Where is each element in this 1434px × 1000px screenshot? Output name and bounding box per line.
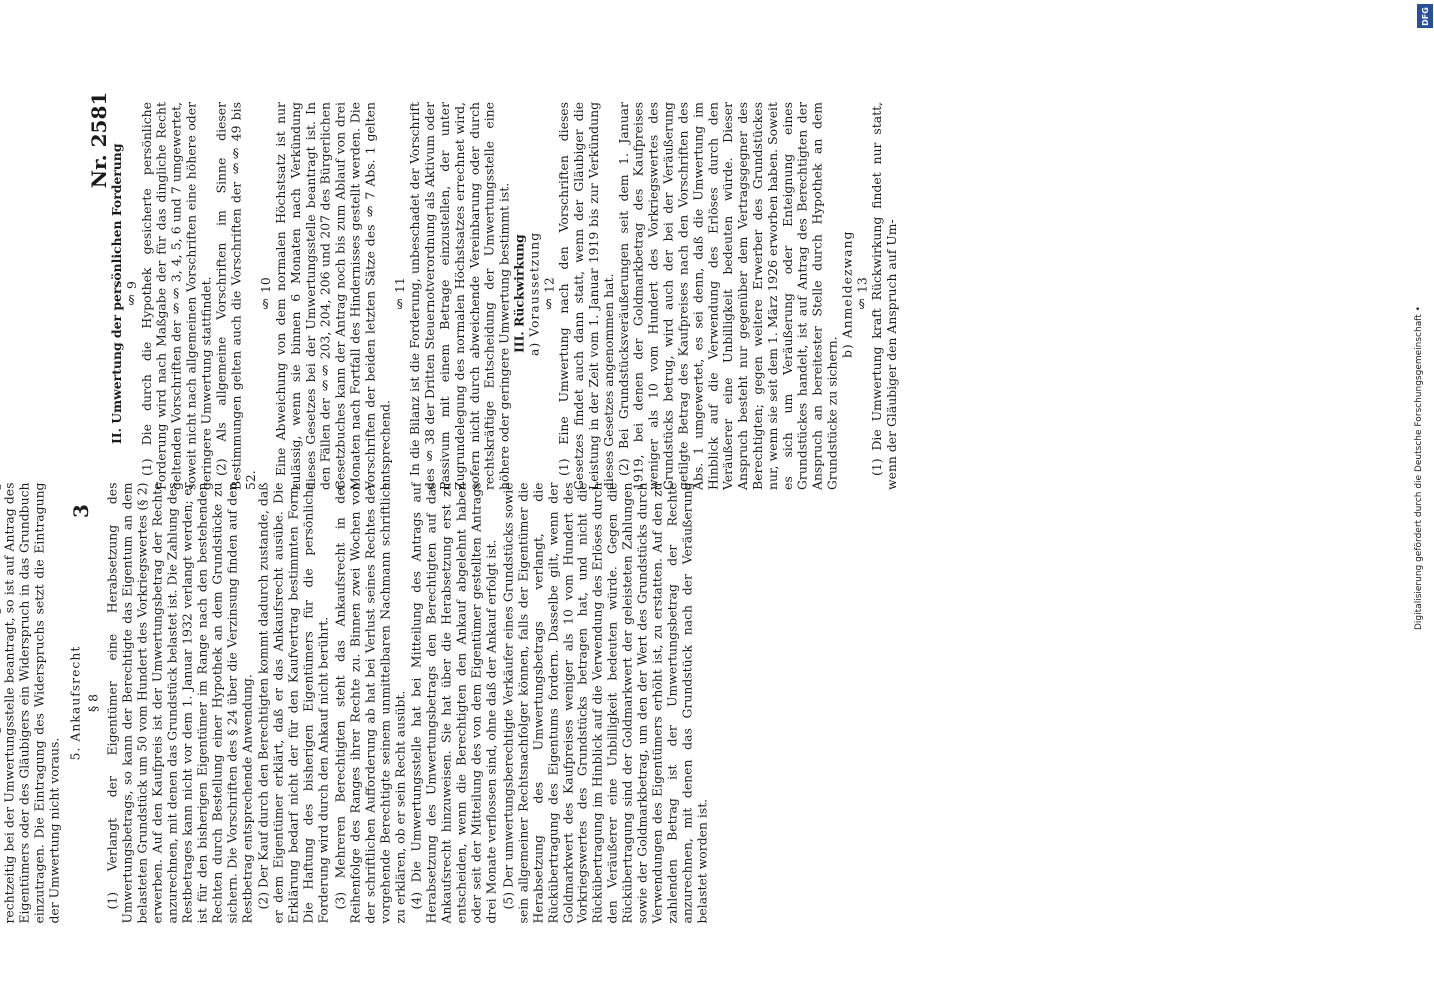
- paragraph-13-1: (1) Die Umwertung kraft Rückwirkung findet nur statt, wenn der Gläubiger den Anspruch auf Um-: [869, 102, 900, 490]
- paragraph-8-2: (2) Der Kauf durch den Berechtigten kommt dadurch zustande, daß er dem Eigentümer erklärt, daß er das Ankaufsrecht ausübe. Die Erklärung bedarf nicht der für den Kaufvertrag bestimmten Form. Die Haftung des bisherigen Eigentümers für die persönliche Forderung wird durch den Ankauf nicht berührt.: [255, 482, 331, 924]
- paragraph-11: In die Bilanz ist die Forderung, unbeschadet der Vorschrift des § 38 der Dritten Steuernotverordnung als Aktivum oder Passivum mit einem Betrage einzustellen, der unter Zugrundelegung des normalen Höchstsatzes errechnet wird, sofern nicht durch abweichende Vereinbarung oder durch rechtskräftige Entscheidung der Umwertungsstelle eine höhere oder geringere Umwertung bestimmt ist.: [407, 102, 512, 490]
- dfg-logo-icon: DFG: [1417, 4, 1433, 28]
- paragraph-8-1: (1) Verlangt der Eigentümer eine Herabsetzung des Umwertungsbetrags, so kann der Berechtigte das Eigentum an dem belasteten Grundstück um 50 vom Hundert des Vorkriegswertes (§ 2) erwerben. Auf den Kaufpreis ist der Umwertungsbetrag der Rechte anzurechnen, mit denen das Grundstück belastet ist. Die Zahlung des Restbetrages kann nicht vor dem 1. Januar 1932 verlangt werden; er ist für den bisherigen Eigentümer im Range nach den bestehenden Rechten durch Bestellung einer Hypothek an dem Grundstücke zu sichern. Die Vorschriften des § 24 über die Verzinsung finden auf den Restbetrag entsprechende Anwendung.: [104, 482, 254, 924]
- paragraph-8-5: (5) Der umwertungsberechtigte Verkäufer eines Grundstücks sowie sein allgemeiner Rechtsnachfolger können, falls der Eigentümer die Herabsetzung des Umwertungsbetrags verlangt, die Rückübertragung des Eigentums fordern. Dasselbe gilt, wenn der Goldmarkwert des Kaufpreises weniger als 10 vom Hundert des Vorkriegswertes des Grundstücks betragen hat, und nicht die Rückübertragung im Hinblick auf die Verwendung des Erlöses durch den Veräußerer eine Unbilligkeit bedeuten würde. Gegen die Rückübertragung sind der Goldmarkwert der geleisteten Zahlungen sowie der Goldmarkbetrag, um den der Wert des Grundstücks durch Verwendungen des Eigentümers erhöht ist, zu erstatten. Auf den zu zahlenden Betrag ist der Umwertungsbetrag der Rechte anzurechnen, mit denen das Grundstück nach der Veräußerung belastet worden ist.: [500, 482, 710, 924]
- paragraph-number-13: § 13: [854, 277, 870, 313]
- paragraph-9-2: (2) Als allgemeine Vorschriften im Sinne dieser Bestimmungen gelten auch die Vorschriften der §§ 49 bis 52.: [213, 102, 259, 490]
- dfg-notice: Digitalisierung gefördert durch die Deutsche Forschungsgemeinschaft •: [1414, 306, 1424, 630]
- paragraph-12-2: (2) Bei Grundstücksveräußerungen seit dem 1. Januar 1919, bei denen der Goldmarkbetrag des Kaufpreises weniger als 10 vom Hundert des Vorkriegswertes des Grundstücks betrug, wird auch der bei der Veräußerung getilgte Betrag des Kaufpreises nach den Vorschriften des Abs. 1 umgewertet, es sei denn, daß die Umwertung im Hinblick auf die Verwendung des Erlöses durch den Veräußerer eine Unbilligkeit bedeuten würde. Dieser Anspruch besteht nur gegenüber dem Vertragsgegner des Berechtigten; gegen weitere Erwerber des Grundstückes nur, wenn sie seit dem 1. März 1926 erworben haben. Soweit es sich um Veräußerung oder Enteignung eines Grundstückes handelt, ist auf Antrag des Berechtigten der Anspruch an bereitester Stelle durch Hypothek an dem Grundstücke zu sichern.: [615, 102, 840, 490]
- paragraph-12-1: (1) Eine Umwertung nach den Vorschriften dieses Gesetzes findet auch dann statt, wenn der Gläubiger die Leistung in der Zeit vom 1. Januar 1919 bis zur Verkündung dieses Gesetzes angenommen hat.: [556, 102, 616, 490]
- section-heading-iii: III. Rückwirkung: [511, 234, 527, 354]
- paragraph-number-8: § 8: [85, 693, 101, 713]
- paragraph-10: Eine Abweichung von dem normalen Höchstsatz ist nur zulässig, wenn sie binnen 6 Monaten nach Verkündung dieses Gesetzes bei der Umwertungsstelle beantragt ist. In den Fällen der §§ 203, 204, 206 und 207 des Bürgerlichen Gesetzbuches kann der Antrag noch bis zum Ablauf von drei Monaten nach Fortfall des Hindernisses gestellt werden. Die Vorschriften der beiden letzten Sätze des § 7 Abs. 1 gelten entsprechend.: [272, 102, 393, 490]
- upper-column: [110, 100, 1270, 490]
- paragraph-7-3: rechtzeitig bei der Umwertungsstelle beantragt, so ist auf Antrag des Eigentümers oder des Gläubigers ein Widerspruch in das Grundbuch einzutragen. Die Eintragung des Widerspruchs setzt die Eintragung der Umwertung nicht voraus.: [1, 482, 62, 924]
- paragraph-number-12: § 12: [541, 277, 557, 313]
- document-number: Nr. 2581: [87, 91, 111, 189]
- subheading-anmeldezwang: b) Anmeldezwang: [839, 230, 855, 358]
- paragraph-number-11: § 11: [392, 277, 408, 313]
- section-heading-ii: II. Umwertung der persönlichen Forderung: [109, 143, 124, 445]
- left-column: [0, 482, 710, 924]
- paragraph-number-10: § 10: [258, 277, 274, 313]
- page-number: 3: [69, 504, 93, 518]
- section-heading-ankaufsrecht: 5. Ankaufsrecht: [67, 645, 83, 761]
- paragraph-9-1: (1) Die durch die Hypothek gesicherte persönliche Forderung wird nach Maßgabe der für das dingliche Recht geltenden Vorschriften der §§ 3, 4, 5, 6 und 7 umgewertet, soweit nicht nach allgemeinen Vorschriften eine höhere oder geringere Umwertung stattfindet.: [138, 102, 214, 490]
- paragraph-number-9: § 9: [123, 281, 139, 309]
- paragraph-8-4: (4) Die Umwertungsstelle hat bei Mitteilung des Antrags auf Herabsetzung des Umwertungsbetrags den Berechtigten auf das Ankaufsrecht hinzuweisen. Sie hat über die Herabsetzung erst zu entscheiden, wenn die Berechtigten den Ankauf abgelehnt haben oder seit der Mitteilung des von dem Eigentümer gestellten Antrags drei Monate verflossen sind, ohne daß der Ankauf erfolgt ist.: [408, 482, 499, 924]
- subheading-voraussetzung: a) Voraussetzung: [526, 231, 542, 357]
- paragraph-8-3: (3) Mehreren Berechtigten steht das Ankaufsrecht in der Reihenfolge des Ranges ihrer Rechte zu. Binnen zwei Wochen von der schriftlichen Aufforderung ab hat bei Verlust seines Rechtes der vorgehende Berechtigte seinem unmittelbaren Nachmann schriftlich zu erklären, ob er sein Recht ausübt.: [332, 482, 408, 924]
